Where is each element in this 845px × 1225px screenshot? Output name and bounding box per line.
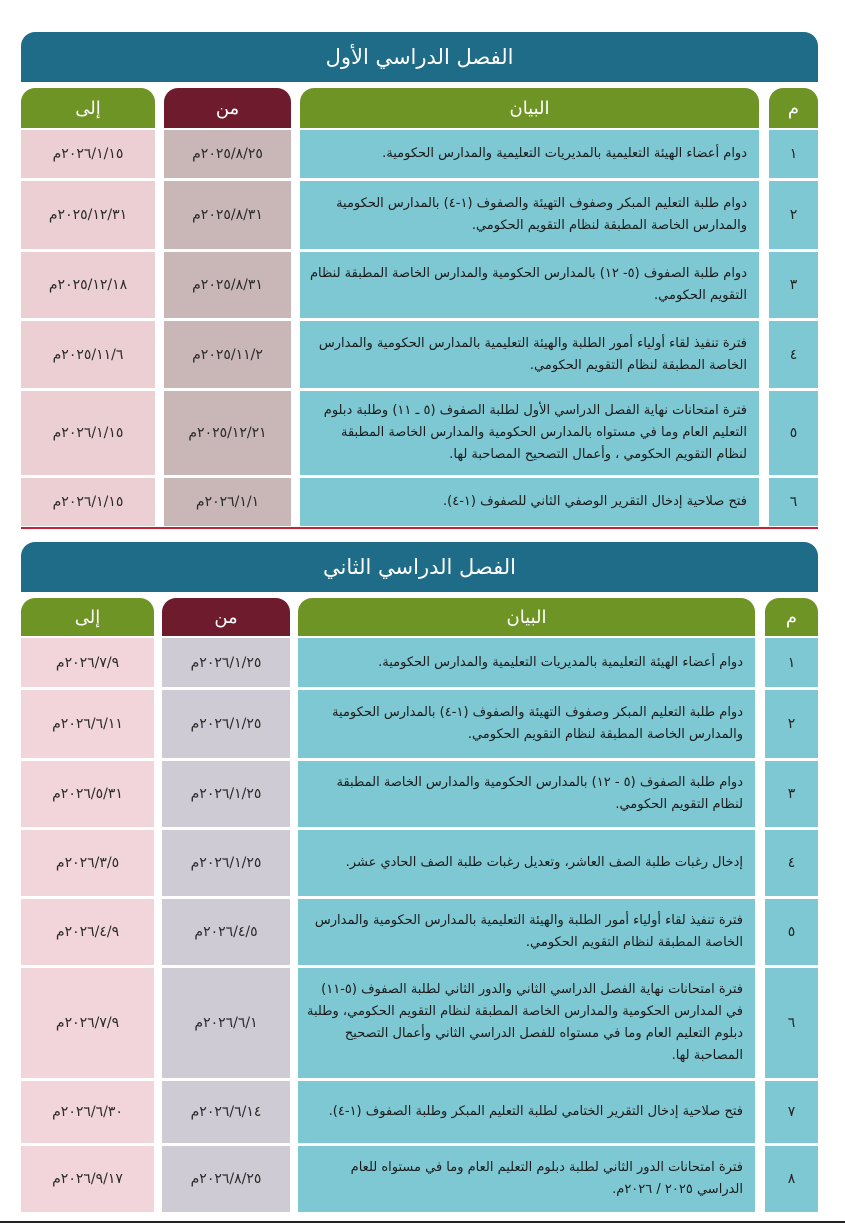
row-number: ٨	[765, 1146, 818, 1212]
row-description: دوام أعضاء الهيئة التعليمية بالمديريات التعليمية والمدارس الحكومية.	[298, 638, 755, 687]
row-from-date: ٢٠٢٦/١/٢٥م	[162, 830, 290, 896]
row-description: دوام طلبة التعليم المبكر وصفوف التهيئة والصفوف (١-٤) بالمدارس الحكومية والمدارس الخاصة المطبقة لنظام التقويم الحكومي.	[298, 690, 755, 758]
page-bottom-rule	[0, 1221, 845, 1223]
row-description: فترة امتحانات نهاية الفصل الدراسي الأول لطلبة الصفوف (٥ ـ ١١) وطلبة دبلوم التعليم العام وما في مستواه بالمدارس الحكومية والمدارس الخاصة المطبقة لنظام التقويم الحكومي ، وأعمال التصحيح المصاحبة لها.	[300, 391, 759, 475]
row-from-date: ٢٠٢٦/١/٢٥م	[162, 761, 290, 827]
row-number: ٥	[765, 899, 818, 965]
row-description: إدخال رغبات طلبة الصف العاشر، وتعديل رغبات طلبة الصف الحادي عشر.	[298, 830, 755, 896]
row-from-date: ٢٠٢٥/٨/٢٥م	[164, 130, 291, 178]
section-title-text: الفصل الدراسي الأول	[325, 45, 514, 69]
row-to-date: ٢٠٢٦/١/١٥م	[21, 130, 155, 178]
row-number: ٣	[765, 761, 818, 827]
header-number: م	[765, 598, 818, 636]
row-from-date: ٢٠٢٦/٦/١م	[162, 968, 290, 1078]
section-title-second-semester	[21, 542, 818, 592]
row-number: ٢	[769, 181, 818, 249]
row-to-date: ٢٠٢٦/٦/١١م	[21, 690, 154, 758]
row-to-date: ٢٠٢٦/٧/٩م	[21, 968, 154, 1078]
row-number: ٤	[769, 321, 818, 388]
header-number: م	[769, 88, 818, 128]
row-from-date: ٢٠٢٦/٤/٥م	[162, 899, 290, 965]
row-from-date: ٢٠٢٦/٨/٢٥م	[162, 1146, 290, 1212]
row-number: ٤	[765, 830, 818, 896]
header-description: البيان	[298, 598, 755, 636]
row-number: ٧	[765, 1081, 818, 1143]
section-title-first-semester	[21, 32, 818, 82]
row-to-date: ٢٠٢٦/٥/٣١م	[21, 761, 154, 827]
row-from-date: ٢٠٢٦/١/٢٥م	[162, 638, 290, 687]
row-description: فترة امتحانات نهاية الفصل الدراسي الثاني والدور الثاني لطلبة الصفوف (٥-١١) في المدارس الحكومية والمدارس الخاصة المطبقة لنظام التقويم الحكومي، وطلبة دبلوم التعليم العام وما في مستواه للفصل الدراسي الثاني وأعمال التصحيح المصاحبة لها.	[298, 968, 755, 1078]
row-from-date: ٢٠٢٥/٨/٣١م	[164, 252, 291, 318]
row-to-date: ٢٠٢٥/١٢/٣١م	[21, 181, 155, 249]
row-description: دوام طلبة التعليم المبكر وصفوف التهيئة والصفوف (١-٤) بالمدارس الحكومية والمدارس الخاصة المطبقة لنظام التقويم الحكومي.	[300, 181, 759, 249]
row-to-date: ٢٠٢٦/٩/١٧م	[21, 1146, 154, 1212]
row-number: ١	[769, 130, 818, 178]
row-to-date: ٢٠٢٥/١٢/١٨م	[21, 252, 155, 318]
header-from: من	[162, 598, 290, 636]
header-description: البيان	[300, 88, 759, 128]
row-from-date: ٢٠٢٦/٦/١٤م	[162, 1081, 290, 1143]
row-to-date: ٢٠٢٦/١/١٥م	[21, 391, 155, 475]
row-number: ١	[765, 638, 818, 687]
row-number: ٢	[765, 690, 818, 758]
header-from: من	[164, 88, 291, 128]
row-to-date: ٢٠٢٦/٣/٥م	[21, 830, 154, 896]
row-description: فتح صلاحية إدخال التقرير الوصفي الثاني للصفوف (١-٤).	[300, 478, 759, 526]
row-number: ٦	[769, 478, 818, 526]
row-description: دوام طلبة الصفوف (٥ - ١٢) بالمدارس الحكومية والمدارس الخاصة المطبقة لنظام التقويم الحكومي.	[298, 761, 755, 827]
row-description: فتح صلاحية إدخال التقرير الختامي لطلبة التعليم المبكر وطلبة الصفوف (١-٤).	[298, 1081, 755, 1143]
row-to-date: ٢٠٢٦/٦/٣٠م	[21, 1081, 154, 1143]
row-number: ٥	[769, 391, 818, 475]
header-to: إلى	[21, 598, 154, 636]
row-to-date: ٢٠٢٥/١١/٦م	[21, 321, 155, 388]
row-from-date: ٢٠٢٥/٨/٣١م	[164, 181, 291, 249]
row-number: ٣	[769, 252, 818, 318]
row-description: دوام أعضاء الهيئة التعليمية بالمديريات التعليمية والمدارس الحكومية.	[300, 130, 759, 178]
row-description: فترة تنفيذ لقاء أولياء أمور الطلبة والهيئة التعليمية بالمدارس الحكومية والمدارس الخاصة المطبقة لنظام التقويم الحكومي.	[298, 899, 755, 965]
row-to-date: ٢٠٢٦/٤/٩م	[21, 899, 154, 965]
row-to-date: ٢٠٢٦/١/١٥م	[21, 478, 155, 526]
section-title-text: الفصل الدراسي الثاني	[323, 555, 516, 579]
row-to-date: ٢٠٢٦/٧/٩م	[21, 638, 154, 687]
table-bottom-rule	[21, 527, 818, 529]
row-from-date: ٢٠٢٦/١/٢٥م	[162, 690, 290, 758]
header-to: إلى	[21, 88, 155, 128]
row-number: ٦	[765, 968, 818, 1078]
row-from-date: ٢٠٢٦/١/١م	[164, 478, 291, 526]
row-description: فترة امتحانات الدور الثاني لطلبة دبلوم التعليم العام وما في مستواه للعام الدراسي ٢٠٢٥ / ٢٠٢٦م.	[298, 1146, 755, 1212]
row-description: فترة تنفيذ لقاء أولياء أمور الطلبة والهيئة التعليمية بالمدارس الحكومية والمدارس الخاصة المطبقة لنظام التقويم الحكومي.	[300, 321, 759, 388]
row-description: دوام طلبة الصفوف (٥- ١٢) بالمدارس الحكومية والمدارس الخاصة المطبقة لنظام التقويم الحكومي.	[300, 252, 759, 318]
row-from-date: ٢٠٢٥/١٢/٢١م	[164, 391, 291, 475]
row-from-date: ٢٠٢٥/١١/٢م	[164, 321, 291, 388]
